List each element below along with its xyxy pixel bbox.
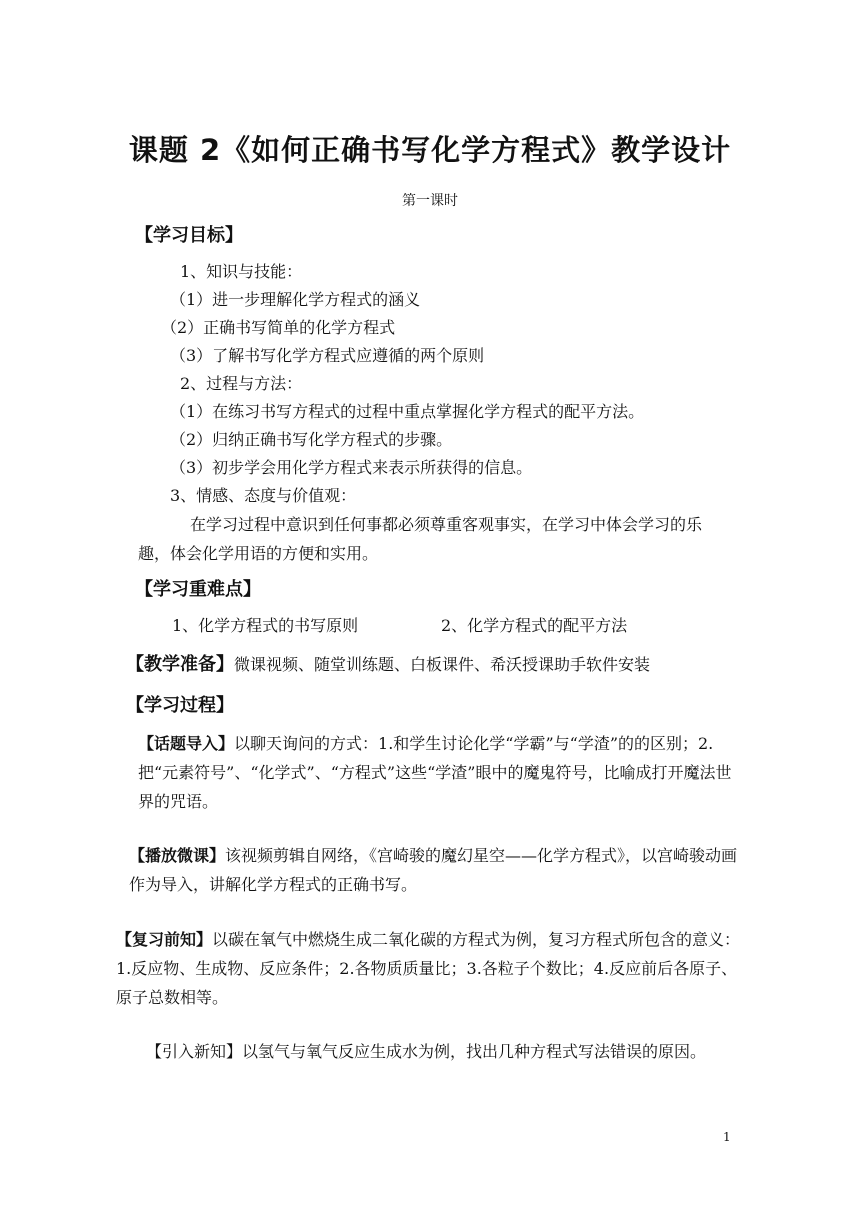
key-point-item: 1、化学方程式的书写原则 (172, 616, 359, 635)
process-heading: 【学习过程】 (126, 695, 234, 716)
review-text: 以碳在氧气中燃烧生成二氧化碳的方程式为例，复习方程式所包含的意义：1.反应物、生成物、反应条件；2.各物质质量比；3.各粒子个数比；4.反应前后各原子、原子总数相等。 (116, 930, 741, 1007)
new-knowledge-tag: 【引入新知】 (146, 1042, 243, 1061)
objective-line: 2、过程与方法： (180, 374, 303, 393)
objective-line: （1）在练习书写方程式的过程中重点掌握化学方程式的配平方法。 (170, 402, 645, 421)
lesson-subtitle: 第一课时 (402, 193, 458, 209)
document-title: 课题 2《如何正确书写化学方程式》教学设计 (128, 133, 732, 167)
objective-line: （3）了解书写化学方程式应遵循的两个原则 (170, 346, 485, 365)
topic-intro-tag: 【话题导入】 (138, 734, 235, 753)
preparation-text: 微课视频、随堂训练题、白板课件、希沃授课助手软件安装 (234, 655, 651, 674)
objective-line: （2）正确书写简单的化学方程式 (161, 318, 396, 337)
topic-intro-paragraph (138, 729, 738, 816)
review-tag: 【复习前知】 (116, 930, 213, 949)
preparation-heading: 【教学准备】 (126, 654, 234, 675)
objective-line: （1）进一步理解化学方程式的涵义 (170, 290, 421, 309)
play-video-paragraph (129, 841, 739, 899)
objective-line: 3、情感、态度与价值观： (170, 486, 357, 505)
objective-line: （3）初步学会用化学方程式来表示所获得的信息。 (170, 458, 533, 477)
topic-intro-text: 以聊天询问的方式：1.和学生讨论化学“学霸”与“学渣”的的区别；2.把“元素符号”、“化学式”、“方程式”这些“学渣”眼中的魔鬼符号，比喻成打开魔法世界的咒语。 (138, 734, 732, 811)
new-knowledge-text: 以氢气与氧气反应生成水为例，找出几种方程式写法错误的原因。 (242, 1042, 707, 1061)
page-number: 1 (723, 1130, 731, 1144)
key-points-heading: 【学习重难点】 (135, 579, 261, 600)
attitude-paragraph: 在学习过程中意识到任何事都必须尊重客观事实，在学习中体会学习的乐趣，体会化学用语的方便和实用。 (138, 515, 703, 563)
objective-line: （2）归纳正确书写化学方程式的步骤。 (170, 430, 453, 449)
review-paragraph (116, 925, 741, 1012)
play-video-tag: 【播放微课】 (129, 846, 226, 865)
preparation-line (126, 650, 650, 676)
key-point-item: 2、化学方程式的配平方法 (441, 616, 628, 635)
objective-line: 1、知识与技能： (180, 262, 303, 281)
new-knowledge-paragraph (146, 1037, 746, 1066)
objectives-heading: 【学习目标】 (135, 225, 243, 246)
play-video-text: 该视频剪辑自网络，《宫崎骏的魔幻星空——化学方程式》，以宫崎骏动画作为导入，讲解化学方程式的正确书写。 (129, 846, 738, 894)
